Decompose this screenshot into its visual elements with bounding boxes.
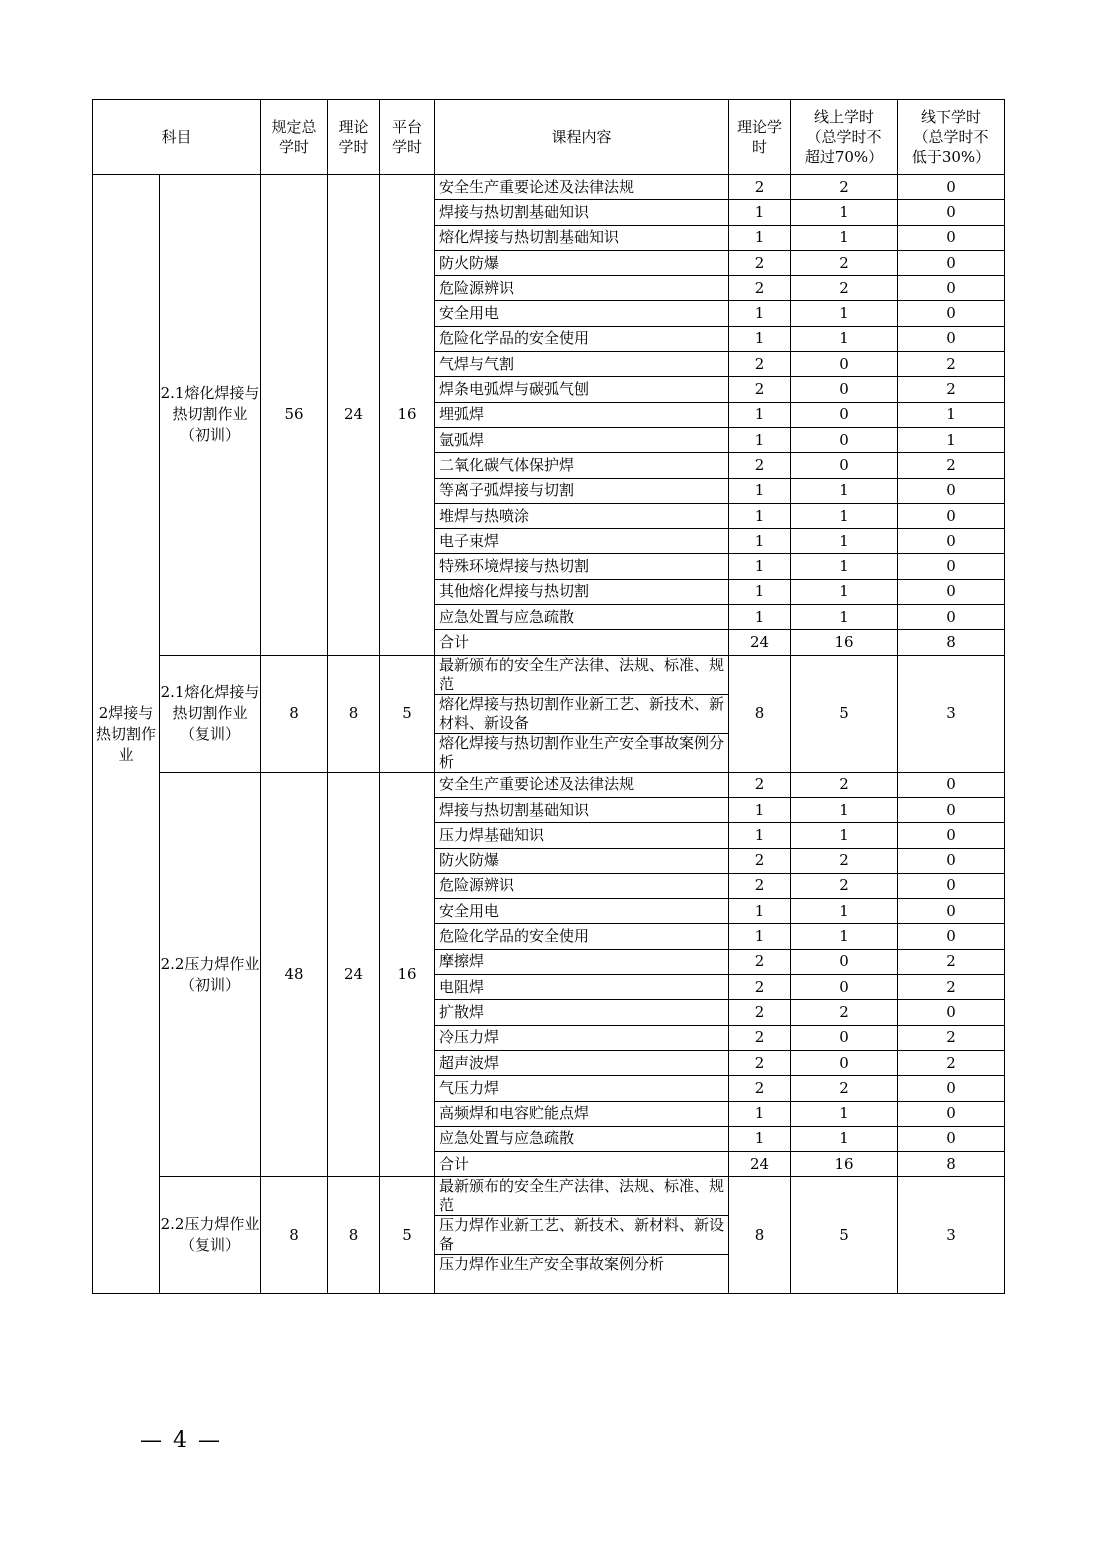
course-content: 应急处置与应急疏散 [435,1126,729,1151]
course-content: 超声波焊 [435,1050,729,1075]
course-theory-hours: 1 [729,529,791,554]
course-content: 安全生产重要论述及法律法规 [435,175,729,200]
course-content [435,1255,729,1294]
course-content-text: 压力焊作业新工艺、新技术、新材料、新设备 [439,1216,725,1254]
course-content-text: 熔化焊接与热切割作业生产安全事故案例分析 [439,733,725,771]
course-offline-hours: 0 [898,200,1005,225]
course-online-hours: 2 [791,873,898,898]
course-offline-hours: 0 [898,503,1005,528]
group-platform-hours: 16 [380,175,435,656]
group-total-hours: 8 [261,1177,328,1294]
course-content: 高频焊和电容贮能点焊 [435,1101,729,1126]
course-content: 熔化焊接与热切割基础知识 [435,225,729,250]
curriculum-table [92,99,1005,1294]
table-row [93,175,1005,200]
course-online-hours: 0 [791,453,898,478]
course-theory-hours: 2 [729,1025,791,1050]
course-theory-hours: 24 [729,1152,791,1177]
course-theory-hours: 1 [729,427,791,452]
course-content: 气焊与气割 [435,352,729,377]
table-header-row [93,100,1005,175]
course-theory-hours: 1 [729,823,791,848]
course-online-hours: 2 [791,848,898,873]
group-theory-hours: 24 [328,175,380,656]
course-offline-hours: 0 [898,924,1005,949]
course-offline-hours: 0 [898,554,1005,579]
course-online-hours: 1 [791,823,898,848]
course-online-hours: 0 [791,1050,898,1075]
group-name: 2.1熔化焊接与热切割作业（复训） [160,655,261,772]
group-total-hours: 48 [261,772,328,1177]
course-offline-hours: 0 [898,529,1005,554]
course-online-hours: 1 [791,1101,898,1126]
course-theory-hours: 1 [729,301,791,326]
course-offline-hours: 2 [898,975,1005,1000]
course-offline-hours: 8 [898,1152,1005,1177]
course-offline-hours: 0 [898,579,1005,604]
course-online-hours: 2 [791,175,898,200]
course-content: 冷压力焊 [435,1025,729,1050]
course-theory-hours: 2 [729,873,791,898]
page-number: — 4 — [140,1428,222,1453]
course-content: 焊接与热切割基础知识 [435,200,729,225]
subject-name: 2焊接与热切割作业 [93,175,160,1294]
course-content [435,655,729,694]
course-offline-hours: 0 [898,1076,1005,1101]
header-platform-hours: 平台学时 [380,100,435,175]
course-theory-hours: 1 [729,1126,791,1151]
course-online-hours: 0 [791,427,898,452]
course-online-hours: 1 [791,605,898,630]
table-body [93,175,1005,1294]
course-theory-hours: 2 [729,975,791,1000]
course-content: 等离子弧焊接与切割 [435,478,729,503]
course-theory-hours: 2 [729,772,791,797]
course-offline-hours: 0 [898,772,1005,797]
course-content: 压力焊基础知识 [435,823,729,848]
course-content: 扩散焊 [435,1000,729,1025]
course-content: 危险源辨识 [435,873,729,898]
course-offline-hours: 0 [898,823,1005,848]
course-offline-hours: 0 [898,478,1005,503]
course-content: 气压力焊 [435,1076,729,1101]
refresh-offline-hours: 3 [898,1177,1005,1294]
course-content-text: 熔化焊接与热切割作业新工艺、新技术、新材料、新设备 [439,694,725,732]
group-theory-hours: 8 [328,1177,380,1294]
course-offline-hours: 2 [898,453,1005,478]
course-offline-hours: 0 [898,1126,1005,1151]
course-content: 焊接与热切割基础知识 [435,797,729,822]
course-content: 堆焊与热喷涂 [435,503,729,528]
course-online-hours: 1 [791,478,898,503]
course-offline-hours: 0 [898,225,1005,250]
course-offline-hours: 0 [898,326,1005,351]
course-content: 危险化学品的安全使用 [435,326,729,351]
course-content: 合计 [435,630,729,655]
course-theory-hours: 2 [729,1076,791,1101]
course-content-text: 最新颁布的安全生产法律、法规、标准、规范 [439,655,725,693]
course-offline-hours: 2 [898,1050,1005,1075]
group-name: 2.1熔化焊接与热切割作业（初训） [160,175,261,656]
course-content: 应急处置与应急疏散 [435,605,729,630]
course-online-hours: 1 [791,899,898,924]
course-theory-hours: 1 [729,225,791,250]
course-content-text: 压力焊作业生产安全事故案例分析 [439,1255,665,1274]
course-content: 危险源辨识 [435,276,729,301]
course-online-hours: 1 [791,579,898,604]
course-offline-hours: 0 [898,797,1005,822]
course-theory-hours: 1 [729,579,791,604]
course-theory-hours: 1 [729,326,791,351]
refresh-offline-hours: 3 [898,655,1005,772]
course-online-hours: 1 [791,529,898,554]
refresh-course-theory-hours: 8 [729,655,791,772]
course-online-hours: 2 [791,772,898,797]
course-online-hours: 2 [791,1000,898,1025]
course-content: 防火防爆 [435,250,729,275]
course-theory-hours: 2 [729,377,791,402]
course-content: 电子束焊 [435,529,729,554]
course-content: 摩擦焊 [435,949,729,974]
header-total-hours: 规定总学时 [261,100,328,175]
group-theory-hours: 24 [328,772,380,1177]
course-online-hours: 0 [791,402,898,427]
course-offline-hours: 0 [898,276,1005,301]
course-online-hours: 16 [791,1152,898,1177]
course-theory-hours: 1 [729,478,791,503]
course-content: 安全生产重要论述及法律法规 [435,772,729,797]
table-row [93,772,1005,797]
course-offline-hours: 2 [898,377,1005,402]
course-theory-hours: 2 [729,848,791,873]
group-platform-hours: 16 [380,772,435,1177]
course-theory-hours: 24 [729,630,791,655]
group-platform-hours: 5 [380,655,435,772]
course-online-hours: 1 [791,554,898,579]
course-online-hours: 2 [791,276,898,301]
course-content: 埋弧焊 [435,402,729,427]
course-offline-hours: 0 [898,873,1005,898]
course-theory-hours: 1 [729,797,791,822]
course-offline-hours: 0 [898,848,1005,873]
course-content [435,733,729,772]
refresh-course-theory-hours: 8 [729,1177,791,1294]
course-offline-hours: 0 [898,175,1005,200]
course-offline-hours: 0 [898,250,1005,275]
course-content: 二氧化碳气体保护焊 [435,453,729,478]
course-theory-hours: 1 [729,200,791,225]
course-offline-hours: 8 [898,630,1005,655]
course-online-hours: 0 [791,975,898,1000]
course-offline-hours: 0 [898,301,1005,326]
course-online-hours: 1 [791,797,898,822]
course-theory-hours: 1 [729,899,791,924]
course-online-hours: 0 [791,949,898,974]
course-online-hours: 0 [791,377,898,402]
course-content: 其他熔化焊接与热切割 [435,579,729,604]
course-offline-hours: 0 [898,1101,1005,1126]
course-offline-hours: 2 [898,352,1005,377]
group-total-hours: 8 [261,655,328,772]
course-theory-hours: 2 [729,175,791,200]
course-online-hours: 2 [791,1076,898,1101]
course-online-hours: 1 [791,326,898,351]
header-course-content: 课程内容 [435,100,729,175]
course-content [435,1216,729,1255]
refresh-online-hours: 5 [791,1177,898,1294]
course-content [435,694,729,733]
course-offline-hours: 0 [898,1000,1005,1025]
course-theory-hours: 2 [729,1000,791,1025]
course-offline-hours: 1 [898,402,1005,427]
refresh-online-hours: 5 [791,655,898,772]
course-offline-hours: 2 [898,949,1005,974]
course-theory-hours: 2 [729,1050,791,1075]
header-course-theory: 理论学时 [729,100,791,175]
course-theory-hours: 2 [729,276,791,301]
course-offline-hours: 1 [898,427,1005,452]
course-content: 防火防爆 [435,848,729,873]
course-theory-hours: 1 [729,605,791,630]
course-content: 焊条电弧焊与碳弧气刨 [435,377,729,402]
course-content: 安全用电 [435,899,729,924]
course-theory-hours: 1 [729,402,791,427]
course-content: 危险化学品的安全使用 [435,924,729,949]
course-online-hours: 1 [791,503,898,528]
course-theory-hours: 1 [729,554,791,579]
course-offline-hours: 0 [898,605,1005,630]
course-theory-hours: 2 [729,352,791,377]
course-content: 氩弧焊 [435,427,729,452]
course-content [435,1177,729,1216]
course-theory-hours: 2 [729,949,791,974]
course-content: 安全用电 [435,301,729,326]
header-theory-hours: 理论学时 [328,100,380,175]
course-online-hours: 16 [791,630,898,655]
group-total-hours: 56 [261,175,328,656]
course-online-hours: 2 [791,250,898,275]
course-theory-hours: 2 [729,453,791,478]
course-theory-hours: 2 [729,250,791,275]
course-offline-hours: 0 [898,899,1005,924]
group-name: 2.2压力焊作业（复训） [160,1177,261,1294]
header-online-hours: 线上学时（总学时不超过70%） [791,100,898,175]
course-online-hours: 1 [791,200,898,225]
table-row [93,655,1005,694]
course-content: 特殊环境焊接与热切割 [435,554,729,579]
group-theory-hours: 8 [328,655,380,772]
course-content: 电阻焊 [435,975,729,1000]
course-theory-hours: 1 [729,503,791,528]
course-content-text: 最新颁布的安全生产法律、法规、标准、规范 [439,1177,725,1215]
course-theory-hours: 1 [729,924,791,949]
header-offline-hours: 线下学时（总学时不低于30%） [898,100,1005,175]
course-online-hours: 0 [791,1025,898,1050]
course-theory-hours: 1 [729,1101,791,1126]
course-online-hours: 1 [791,225,898,250]
course-online-hours: 1 [791,924,898,949]
table-row [93,1177,1005,1216]
header-subject: 科目 [93,100,261,175]
group-name: 2.2压力焊作业（初训） [160,772,261,1177]
course-content: 合计 [435,1152,729,1177]
course-online-hours: 1 [791,1126,898,1151]
course-online-hours: 0 [791,352,898,377]
group-platform-hours: 5 [380,1177,435,1294]
course-online-hours: 1 [791,301,898,326]
course-offline-hours: 2 [898,1025,1005,1050]
